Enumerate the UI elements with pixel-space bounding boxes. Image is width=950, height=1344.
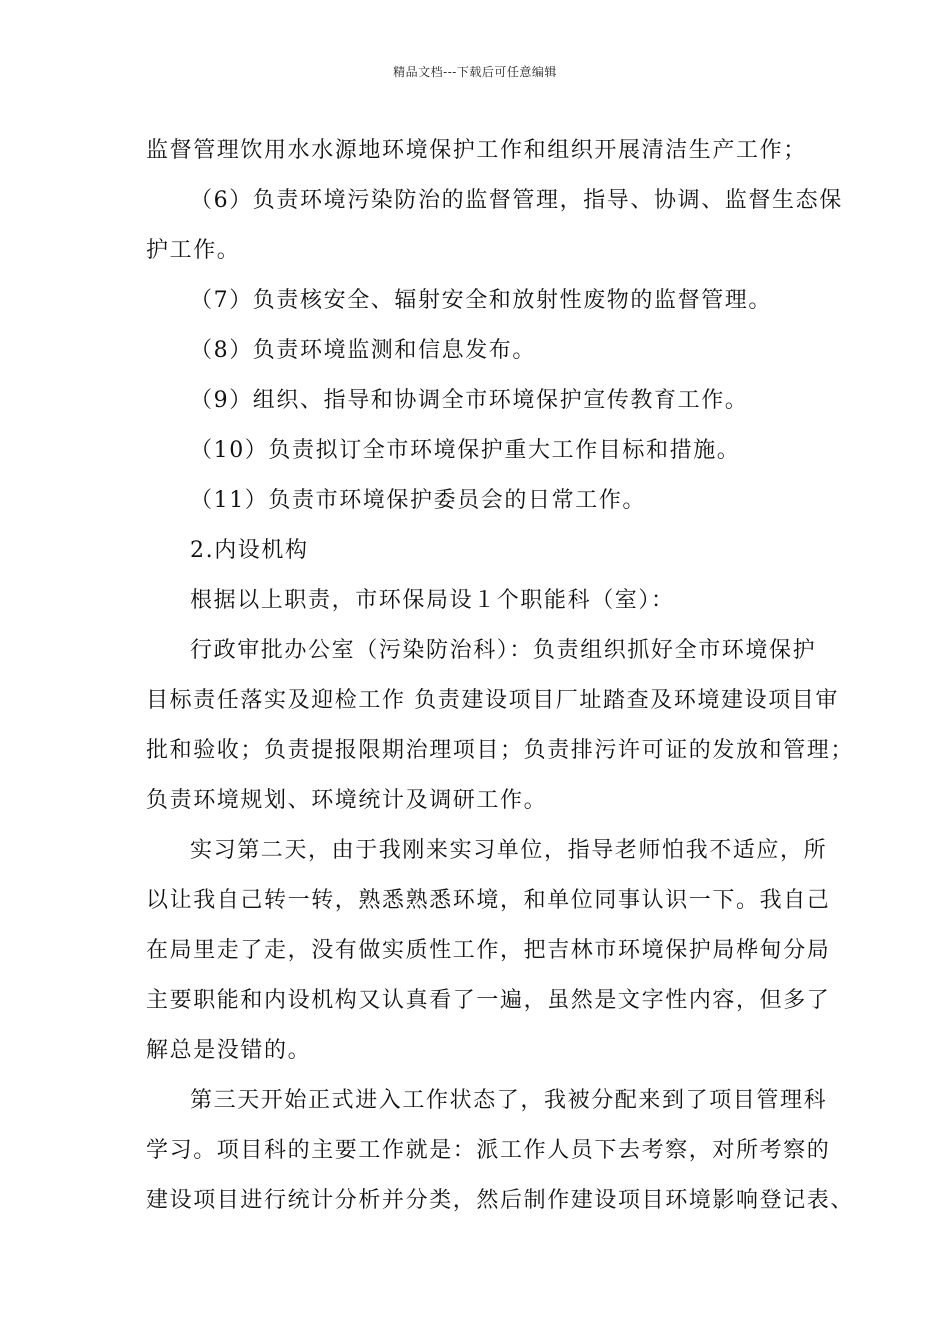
page-header: 精品文档---下载后可任意编辑 [393,65,557,79]
text-line: 目标责任落实及迎检工作 负责建设项目厂址踏查及环境建设项目审 [146,688,839,713]
text-line: （10）负责拟订全市环境保护重大工作目标和措施。 [190,438,741,463]
text-line: 建设项目进行统计分析并分类，然后制作建设项目环境影响登记表、 [146,1188,855,1213]
text-line: （11）负责市环境保护委员会的日常工作。 [190,488,646,513]
text-line: （7）负责核安全、辐射安全和放射性废物的监督管理。 [190,288,772,313]
text-line: 护工作。 [146,238,241,263]
text-line: 解总是没错的。 [146,1038,312,1063]
text-line: （8）负责环境监测和信息发布。 [190,338,536,363]
text-line: 根据以上职责，市环保局设１个职能科（室）： [190,588,675,613]
text-line: 以让我自己转一转，熟悉熟悉环境，和单位同事认识一下。我自己 [146,888,831,913]
text-line: （9）组织、指导和协调全市环境保护宣传教育工作。 [190,388,749,413]
text-line: 行政审批办公室（污染防治科）：负责组织抓好全市环境保护 [190,638,817,663]
text-line: 实习第二天，由于我刚来实习单位，指导老师怕我不适应，所 [190,838,828,863]
text-line: 批和验收；负责提报限期治理项目；负责排污许可证的发放和管理； [146,738,855,763]
text-line: 在局里走了走，没有做实质性工作，把吉林市环境保护局桦甸分局 [146,938,831,963]
text-line: 第三天开始正式进入工作状态了，我被分配来到了项目管理科 [190,1088,828,1113]
text-line: 学习。项目科的主要工作就是：派工作人员下去考察，对所考察的 [146,1138,831,1163]
section-heading: 2.内设机构 [190,538,309,563]
text-line: 监督管理饮用水水源地环境保护工作和组织开展清洁生产工作； [146,138,807,163]
text-line: （6）负责环境污染防治的监督管理，指导、协调、监督生态保 [190,188,843,213]
text-line: 负责环境规划、环境统计及调研工作。 [146,788,548,813]
text-line: 主要职能和内设机构又认真看了一遍，虽然是文字性内容，但多了 [146,988,831,1013]
